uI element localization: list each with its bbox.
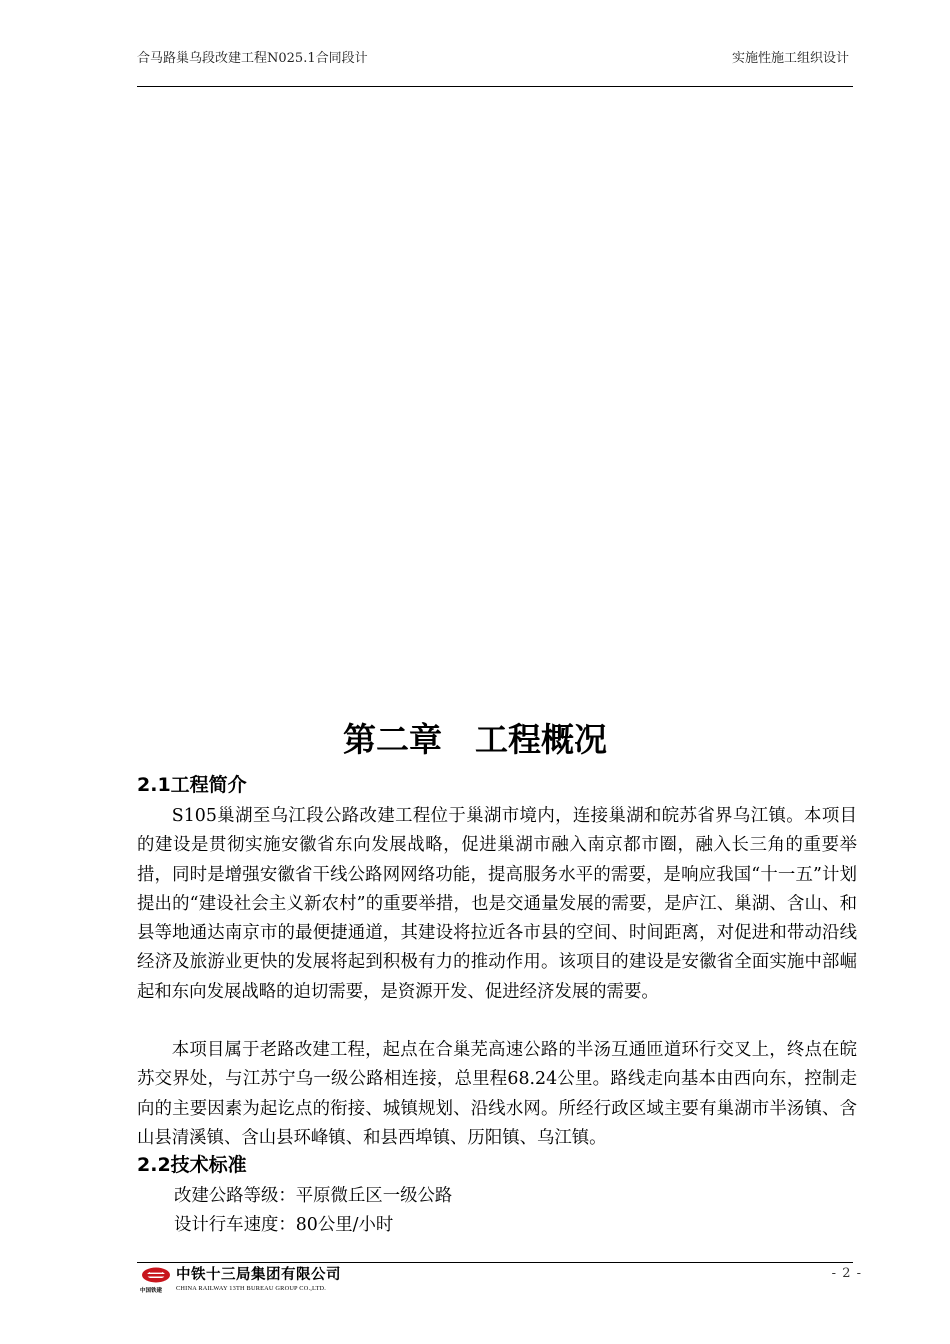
- paragraph-route-description: 本项目属于老路改建工程，起点在合巢芜高速公路的半汤互通匝道环行交叉上，终点在皖苏交界处，与江苏宁乌一级公路相连接，总里程68.24公里。路线走向基本由西向东，控制走向的主要因素为起讫点的衔接、城镇规划、沿线水网。所经行政区域主要有巢湖市半汤镇、含山县清溪镇、含山县环峰镇、和县西埠镇、历阳镇、乌江镇。: [137, 1040, 857, 1148]
- company-logo: [140, 1266, 370, 1296]
- standard-design-speed: 设计行车速度：80公里/小时: [174, 1215, 394, 1235]
- paragraph-project-intro: S105巢湖至乌江段公路改建工程位于巢湖市境内，连接巢湖和皖苏省界乌江镇。本项目的建设是贯彻实施安徽省东向发展战略，促进巢湖市融入南京都市圈，融入长三角的重要举措，同时是增强安徽省干线公路网网络功能，提高服务水平的需要，是响应我国“十一五”计划提出的“建设社会主义新农村”的重要举措，也是交通量发展的需要，是庐江、巢湖、含山、和县等地通达南京市的最便捷通道，其建设将拉近各市县的空间、时间距离，对促进和带动沿线经济及旅游业更快的发展将起到积极有力的推动作用。该项目的建设是安徽省全面实施中部崛起和东向发展战略的迫切需要，是资源开发、促进经济发展的需要。: [137, 806, 857, 1002]
- page-number: - 2 -: [831, 1266, 862, 1281]
- company-name-cn: 中铁十三局集团有限公司: [176, 1267, 341, 1283]
- header-document-type: 实施性施工组织设计: [731, 51, 849, 66]
- page-header: [137, 50, 853, 87]
- company-name-en: CHINA RAILWAY 13TH BUREAU GROUP CO.,LTD.: [176, 1285, 327, 1292]
- logo-mini-text: 中国铁建: [140, 1288, 163, 1294]
- standard-road-grade: 改建公路等级：平原微丘区一级公路: [174, 1186, 453, 1206]
- footer-divider: [137, 1262, 853, 1263]
- header-project-title: 合马路巢乌段改建工程N025.1合同段计: [137, 51, 368, 66]
- chapter-title: 第二章 工程概况: [343, 720, 607, 759]
- section-heading-2-1: 2.1工程简介: [137, 774, 247, 796]
- section-heading-2-2: 2.2技术标准: [137, 1154, 247, 1176]
